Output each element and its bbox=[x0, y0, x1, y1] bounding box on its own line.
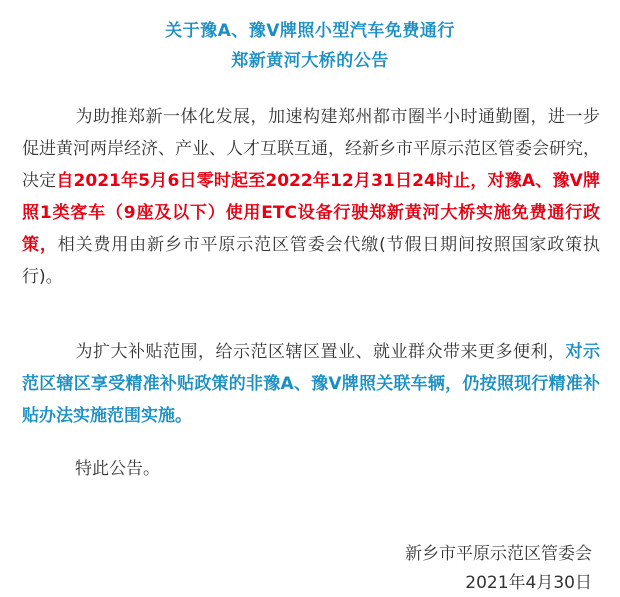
paragraph1-tail: 相关费用由新乡市平原示范区管委会代缴(节假日期间按照国家政策执行)。 bbox=[22, 235, 600, 287]
paragraph-free-passage bbox=[22, 101, 600, 293]
paragraph-subsidy bbox=[22, 336, 600, 432]
paragraph2-intro: 为扩大补贴范围，给示范区辖区置业、就业群众带来更多便利， bbox=[75, 342, 566, 362]
paragraph1-intro: 为助推郑新一体化发展，加速构建郑州都市圈半小时通勤圈，进一步促进黄河两岸经济、产业、人才互联互通，经新乡市平原示范区管委会研究，决定 bbox=[22, 107, 600, 191]
signature-organization: 新乡市平原示范区管委会 bbox=[405, 544, 592, 564]
notice-title-line2: 郑新黄河大桥的公告 bbox=[231, 51, 389, 71]
signature-date: 2021年4月30日 bbox=[465, 573, 592, 593]
notice-title-line1: 关于豫A、豫V牌照小型汽车免费通行 bbox=[165, 21, 455, 41]
closing-text: 特此公告。 bbox=[75, 459, 160, 479]
paragraph2-highlight: 对示范区辖区享受精准补贴政策的非豫A、豫V牌照关联车辆，仍按照现行精准补贴办法实施范围实施。 bbox=[22, 342, 600, 426]
paragraph1-highlight: 自2021年5月6日零时起至2022年12月31日24时止，对豫A、豫V牌照1类客车（9座及以下）使用ETC设备行驶郑新黄河大桥实施免费通行政策， bbox=[22, 171, 600, 255]
paragraph-closing bbox=[22, 453, 600, 485]
